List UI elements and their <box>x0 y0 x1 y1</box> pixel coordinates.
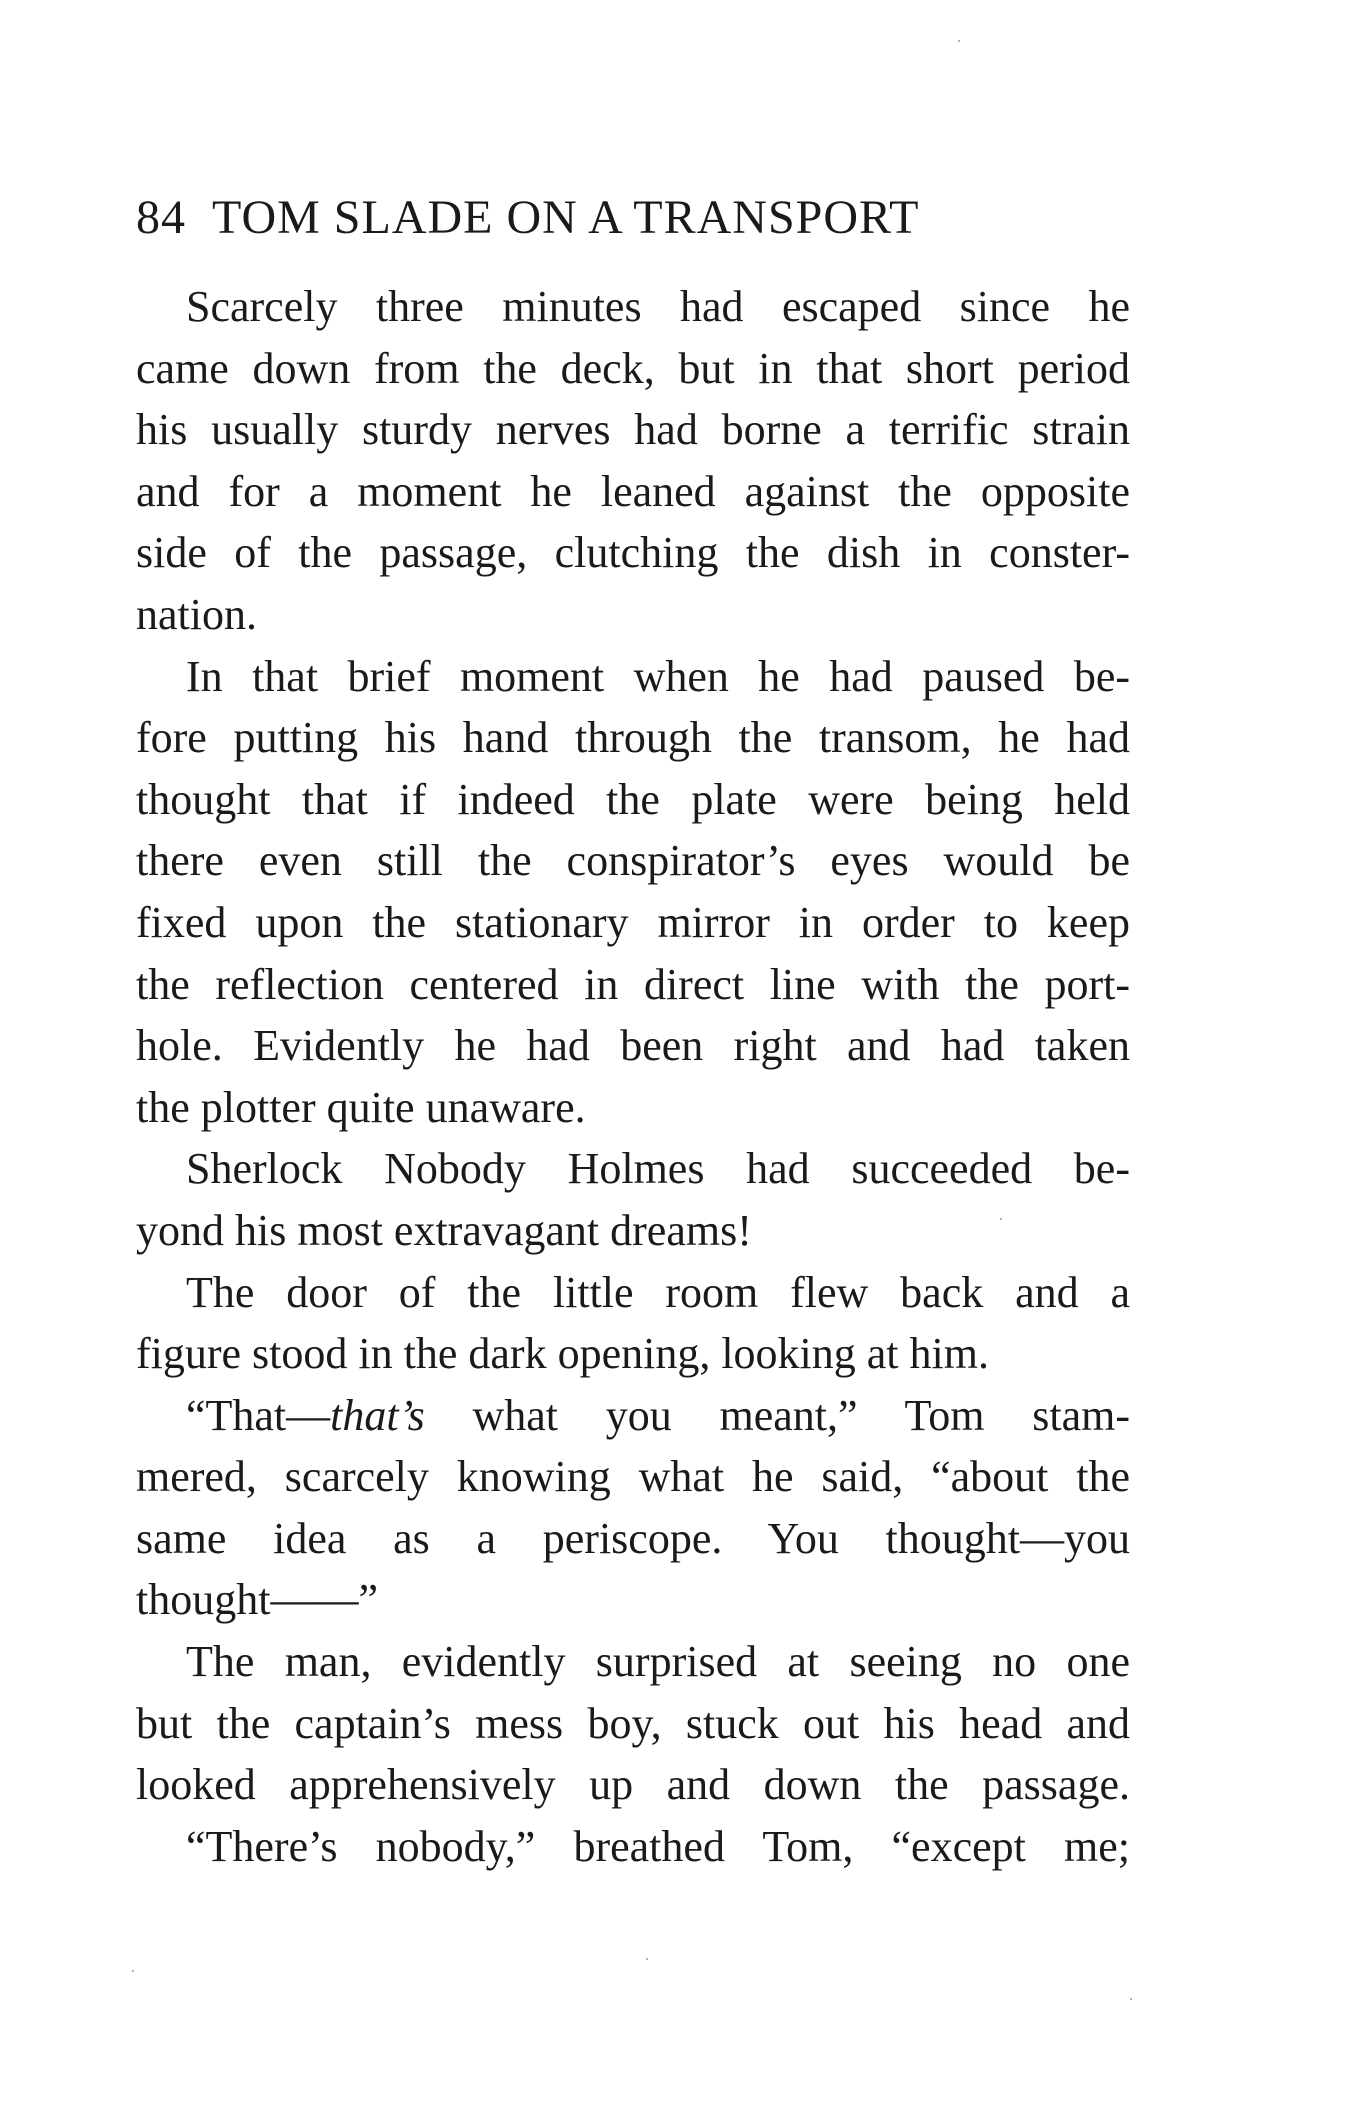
text-line: and for a moment he leaned against the opposite <box>136 466 1130 516</box>
text-line: fixed upon the stationary mirror in order to keep <box>136 897 1130 947</box>
text-line: his usually sturdy nerves had borne a terrific strain <box>136 405 1130 455</box>
text-line: but the captain’s mess boy, stuck out his head and <box>136 1698 1130 1748</box>
text-line: “There’s nobody,” breathed Tom, “except me; <box>186 1821 1130 1871</box>
running-title: TOM SLADE ON A TRANSPORT <box>212 191 920 244</box>
paper-speck <box>958 40 960 42</box>
text-line: the plotter quite unaware. <box>136 1082 586 1132</box>
text-line: there even still the conspirator’s eyes would be <box>136 836 1130 886</box>
paper-speck <box>132 1970 134 1972</box>
text-line: side of the passage, clutching the dish in conster- <box>136 528 1130 578</box>
text-line: the reflection centered in direct line with the port- <box>136 959 1130 1009</box>
text-line: Scarcely three minutes had escaped since he <box>186 282 1130 331</box>
paper-speck <box>646 1958 648 1960</box>
text-line: figure stood in the dark opening, looking at him. <box>136 1329 989 1379</box>
page-number: 84 <box>136 191 186 244</box>
text-line: thought that if indeed the plate were being held <box>136 774 1130 824</box>
text-line: The man, evidently surprised at seeing no one <box>186 1637 1130 1687</box>
paper-speck <box>1000 1218 1002 1220</box>
text-line: The door of the little room flew back and a <box>186 1267 1130 1317</box>
text-line: yond his most extravagant dreams! <box>136 1205 752 1255</box>
body-text <box>136 276 1130 1877</box>
text-line-with-italic <box>136 1385 1130 1447</box>
text-line: Sherlock Nobody Holmes had succeeded be- <box>186 1144 1130 1194</box>
text-line: mered, scarcely knowing what he said, “about the <box>136 1452 1130 1502</box>
italic-word: that’s <box>330 1390 425 1440</box>
paper-speck <box>1130 1998 1132 2000</box>
text-line: fore putting his hand through the transom, he had <box>136 713 1130 763</box>
line-rest: what you meant,” Tom stam- <box>424 1390 1130 1440</box>
text-line: nation. <box>136 589 257 639</box>
running-header <box>136 188 1136 248</box>
line-start: “That— <box>186 1390 331 1440</box>
text-line: looked apprehensively up and down the passage. <box>136 1760 1130 1810</box>
text-line: came down from the deck, but in that short period <box>136 343 1130 393</box>
text-line: In that brief moment when he had paused be- <box>186 651 1130 701</box>
text-line: same idea as a periscope. You thought—you <box>136 1513 1130 1563</box>
text-line: hole. Evidently he had been right and had taken <box>136 1021 1130 1071</box>
text-line: thought——” <box>136 1575 378 1625</box>
